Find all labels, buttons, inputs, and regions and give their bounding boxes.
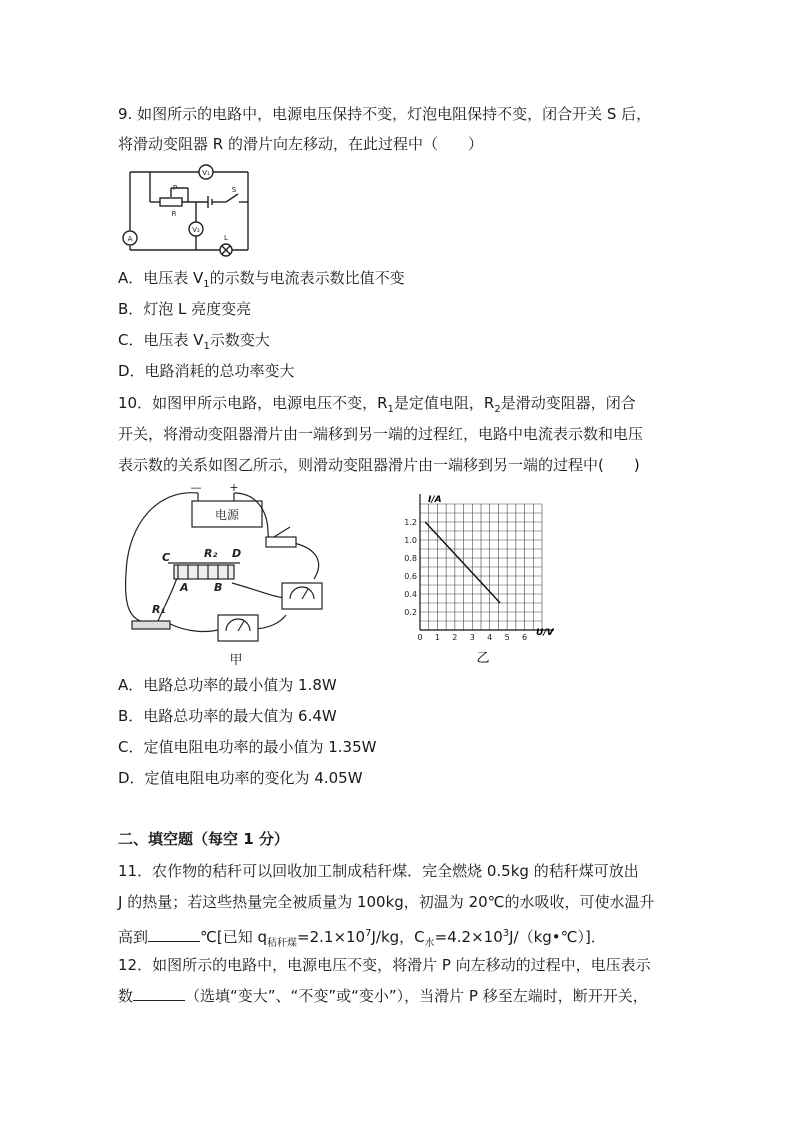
- q9-option-c-pre: C．电压表 V: [118, 331, 204, 349]
- y-tick-label: 0.4: [404, 590, 417, 599]
- q9-line2: 将滑动变阻器 R 的滑片向左移动，在此过程中（ ）: [118, 135, 483, 153]
- slider-label: P: [172, 184, 178, 192]
- q10-line1: [118, 393, 636, 420]
- power-supply-label: 电源: [214, 508, 240, 522]
- q11-l3-sub1: 秸秆煤: [267, 938, 298, 949]
- q10-l1-c: 是滑动变阻器，闭合: [500, 394, 636, 412]
- q9-option-a-sub: 1: [203, 279, 210, 290]
- fig-yi-caption: 乙: [476, 651, 490, 666]
- terminal-a-label: A: [180, 581, 189, 594]
- q11-l3-a: 高到: [118, 928, 149, 946]
- q10-fig-jia: [118, 483, 358, 668]
- terminal-b-label: B: [214, 581, 223, 594]
- y-tick-label: 1.0: [404, 536, 417, 545]
- q11-line2: J 的热量；若这些热量完全被质量为 100kg，初温为 20℃的水吸收，可使水温升: [118, 893, 655, 911]
- x-tick-label: 5: [504, 633, 510, 642]
- q10-l1-sub2: 2: [494, 404, 501, 415]
- q11-l3-sub2: 水: [424, 938, 435, 949]
- switch-label: S: [231, 186, 237, 194]
- ammeter-label: A: [127, 235, 133, 243]
- q11-l3-b: ℃[已知 q: [200, 928, 268, 946]
- q12-answer-blank[interactable]: [133, 986, 185, 1001]
- x-tick-label: 3: [469, 633, 475, 642]
- q9-option-c-sub: 1: [203, 341, 210, 352]
- series-line: [425, 522, 500, 603]
- q12-l2-b: （选填“变大”、“不变”或“变小”），当滑片 P 移至左端时，断开开关，: [185, 987, 648, 1005]
- x-tick-label: 2: [452, 633, 458, 642]
- q11-line1: 11．农作物的秸秆可以回收加工制成秸秆煤．完全燃烧 0.5kg 的秸秆煤可放出: [118, 862, 639, 880]
- q9-option-a-pre: A．电压表 V: [118, 269, 204, 287]
- r1-label: R₁: [152, 603, 166, 616]
- terminal-c-label: C: [162, 551, 171, 564]
- q9-line1: 9. 如图所示的电路中，电源电压保持不变，灯泡电阻保持不变，闭合开关 S 后，: [118, 105, 652, 123]
- q10-line3: 表示数的关系如图乙所示，则滑动变阻器滑片由一端移到另一端的过程中( ): [118, 456, 640, 474]
- q9-option-c-post: 示数变大: [209, 331, 270, 349]
- y-tick-label: 0.6: [404, 572, 417, 581]
- lamp-label: L: [224, 234, 228, 242]
- q11-l3-sup1: 7: [365, 928, 372, 939]
- q10-l1-sub1: 1: [387, 404, 394, 415]
- q10-l1-a: 10．如图甲所示电路，电源电压不变，R: [118, 394, 388, 412]
- q9-option-d: D．电路消耗的总功率变大: [118, 362, 295, 380]
- y-tick-label: 0.2: [404, 608, 417, 617]
- q10-l1-b: 是定值电阻，R: [393, 394, 495, 412]
- q10-option-b: B．电路总功率的最大值为 6.4W: [118, 707, 337, 725]
- q10-fig-yi-chart: [398, 488, 568, 666]
- fig-jia-caption: 甲: [229, 653, 243, 668]
- x-tick-label: 0: [417, 633, 423, 642]
- q11-answer-blank[interactable]: [148, 927, 200, 942]
- q12-line2: [118, 986, 648, 1006]
- q10-line2: 开关，将滑动变阻器滑片由一端移到另一端的过程红，电路中电流表示数和电压: [118, 425, 644, 443]
- resistor-label: R: [171, 210, 177, 218]
- q9-option-c: [118, 330, 270, 357]
- q11-l3-d: J/kg，C: [371, 928, 425, 946]
- y-tick-label: 1.2: [404, 518, 417, 527]
- q12-line1: 12．如图所示的电路中，电源电压不变，将滑片 P 向左移动的过程中，电压表示: [118, 956, 651, 974]
- q11-l3-c: =2.1×10: [297, 928, 366, 946]
- q11-l3-e: =4.2×10: [434, 928, 503, 946]
- q10-option-a: A．电路总功率的最小值为 1.8W: [118, 676, 337, 694]
- section-title: 二、填空题（每空 1 分）: [118, 830, 289, 848]
- q12-l2-a: 数: [118, 987, 134, 1005]
- q11-l3-f: J/（kg•℃）]．: [509, 928, 606, 946]
- x-axis-label: U/V: [536, 628, 554, 638]
- terminal-d-label: D: [232, 547, 242, 560]
- q9-option-b: B．灯泡 L 亮度变亮: [118, 300, 252, 318]
- x-tick-label: 6: [522, 633, 528, 642]
- q9-option-a: [118, 268, 405, 295]
- r2-label: R₂: [204, 547, 218, 560]
- plus-label: +: [229, 483, 239, 494]
- q11-line3: [118, 924, 606, 954]
- y-tick-label: 0.8: [404, 554, 417, 563]
- q11-l3-sup2: 3: [502, 928, 510, 939]
- y-axis-label: I/A: [428, 495, 442, 505]
- minus-label: —: [190, 483, 202, 494]
- q9-option-a-post: 的示数与电流表示数比值不变: [209, 269, 405, 287]
- v1-label: V₁: [202, 169, 210, 177]
- q9-circuit-diagram: [118, 162, 258, 260]
- q10-option-d: D．定值电阻电功率的变化为 4.05W: [118, 769, 363, 787]
- v2-label: V₂: [192, 226, 200, 234]
- q10-option-c: C．定值电阻电功率的最小值为 1.35W: [118, 738, 377, 756]
- x-tick-label: 4: [487, 633, 493, 642]
- x-tick-label: 1: [434, 633, 440, 642]
